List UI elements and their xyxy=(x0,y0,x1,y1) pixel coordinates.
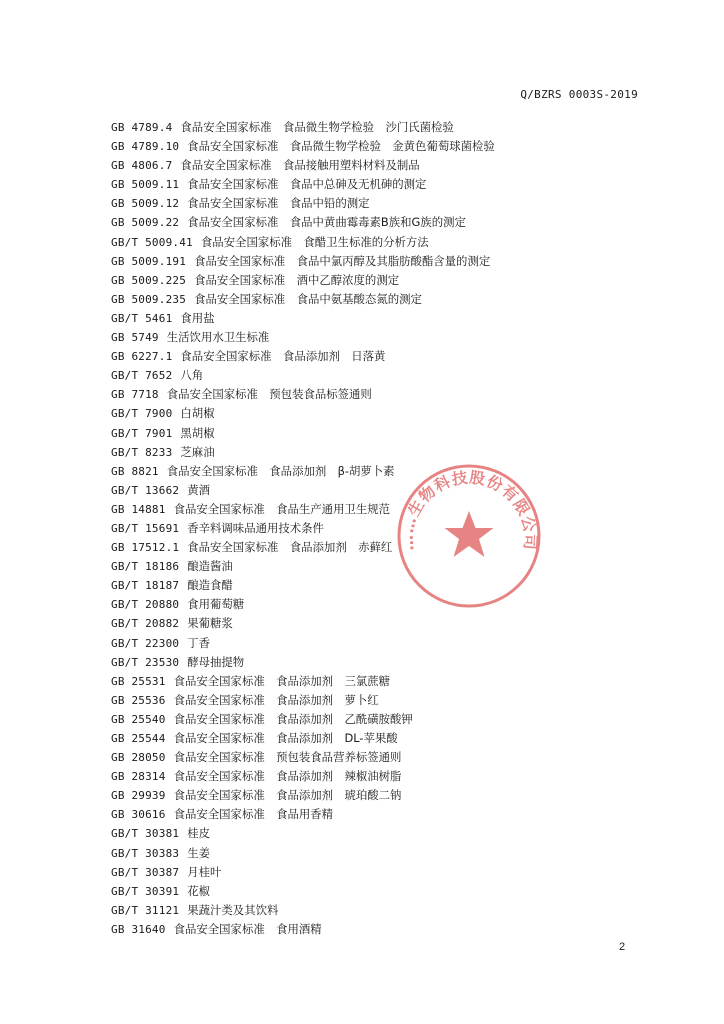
reference-item xyxy=(111,672,631,691)
standard-title: 月桂叶 xyxy=(187,864,222,879)
standard-code: GB 5749 xyxy=(111,331,159,345)
reference-item xyxy=(111,309,631,328)
standard-title: 食品安全国家标准 食品添加剂 三氯蔗糖 xyxy=(173,673,391,688)
standard-title: 香辛料调味品通用技术条件 xyxy=(187,520,324,535)
standard-code: GB 5009.12 xyxy=(111,197,180,211)
reference-item xyxy=(111,614,631,633)
reference-item xyxy=(111,137,631,156)
standard-code: GB/T 20880 xyxy=(111,598,180,612)
reference-item xyxy=(111,233,631,252)
reference-item xyxy=(111,805,631,824)
company-seal-stamp xyxy=(394,461,544,611)
standard-code: GB 5009.235 xyxy=(111,292,187,306)
standard-code: GB/T 30383 xyxy=(111,846,180,860)
standard-title: 食品安全国家标准 预包装食品营养标签通则 xyxy=(173,750,402,765)
reference-item xyxy=(111,347,631,366)
reference-item xyxy=(111,748,631,767)
reference-item xyxy=(111,118,631,137)
reference-item xyxy=(111,213,631,232)
standard-code: GB 14881 xyxy=(111,502,166,516)
reference-item xyxy=(111,882,631,901)
standard-title: 酿造食醋 xyxy=(187,578,233,593)
standard-title: 食品安全国家标准 食品用香精 xyxy=(173,807,334,822)
standard-code: GB/T 7901 xyxy=(111,426,173,440)
seal-star-icon xyxy=(445,511,494,557)
reference-item xyxy=(111,729,631,748)
standard-title: 生姜 xyxy=(187,845,211,860)
reference-item xyxy=(111,519,631,538)
reference-item xyxy=(111,691,631,710)
standard-code: GB 28314 xyxy=(111,770,166,784)
seal-company-text: ……生物科技股份有限公司 xyxy=(398,468,540,552)
standard-code: GB/T 30391 xyxy=(111,884,180,898)
reference-item xyxy=(111,500,631,519)
standard-title: 食品安全国家标准 食品中氯丙醇及其脂肪酸酯含量的测定 xyxy=(194,253,491,268)
standard-code: GB/T 8233 xyxy=(111,445,173,459)
standard-title: 果葡糖浆 xyxy=(187,616,233,631)
standard-title: 食品安全国家标准 食品微生物学检验 沙门氏菌检验 xyxy=(180,120,454,134)
standard-code: GB 30616 xyxy=(111,808,166,822)
reference-item xyxy=(111,767,631,786)
standard-title: 食品安全国家标准 食品中黄曲霉毒素B族和G族的测定 xyxy=(187,215,466,230)
standard-code: GB 5009.225 xyxy=(111,273,187,287)
standard-code: GB 4806.7 xyxy=(111,159,173,173)
standard-title: 食品安全国家标准 食品添加剂 DL-苹果酸 xyxy=(173,731,398,745)
reference-item xyxy=(111,175,631,194)
standard-code: GB 25540 xyxy=(111,712,166,726)
standard-code: GB 8821 xyxy=(111,464,159,478)
standard-code: GB 5009.191 xyxy=(111,254,187,268)
reference-item xyxy=(111,576,631,595)
reference-item xyxy=(111,156,631,175)
standard-title: 食品安全国家标准 食品添加剂 乙酰磺胺酸钾 xyxy=(173,711,413,726)
standard-code: GB 25544 xyxy=(111,732,166,745)
standard-title: 黄酒 xyxy=(187,482,211,497)
standard-title: 芝麻油 xyxy=(180,444,215,459)
standard-title: 丁香 xyxy=(187,635,211,650)
reference-item xyxy=(111,481,631,500)
standard-title: 食品安全国家标准 食品添加剂 β-胡萝卜素 xyxy=(166,463,395,478)
standard-title: 白胡椒 xyxy=(180,406,215,421)
standard-code: GB 4789.4 xyxy=(111,121,173,134)
reference-item xyxy=(111,385,631,404)
standard-code: GB/T 30387 xyxy=(111,865,180,879)
standard-title: 酿造酱油 xyxy=(187,559,233,574)
standard-title: 食品安全国家标准 食品生产通用卫生规范 xyxy=(173,501,391,516)
standard-title: 食品安全国家标准 预包装食品标签通则 xyxy=(166,387,372,402)
standard-code: GB/T 15691 xyxy=(111,521,180,535)
standard-code: GB/T 7900 xyxy=(111,407,173,421)
standard-code: GB/T 22300 xyxy=(111,636,180,650)
standard-code: GB 25531 xyxy=(111,674,166,688)
reference-item xyxy=(111,366,631,385)
standard-code: GB/T 18186 xyxy=(111,560,180,574)
standard-title: 食品安全国家标准 食品添加剂 萝卜红 xyxy=(173,692,379,707)
reference-item xyxy=(111,786,631,805)
standard-title: 食品安全国家标准 食品添加剂 日落黄 xyxy=(180,349,386,364)
standard-code: GB/T 18187 xyxy=(111,579,180,593)
reference-item xyxy=(111,863,631,882)
standard-code: GB 17512.1 xyxy=(111,541,180,555)
standard-code: GB/T 13662 xyxy=(111,483,180,497)
reference-item xyxy=(111,920,631,939)
reference-item xyxy=(111,901,631,920)
standard-code: GB 4789.10 xyxy=(111,140,180,154)
reference-item xyxy=(111,404,631,423)
standard-title: 食用葡萄糖 xyxy=(187,597,245,612)
standard-code: GB 5009.22 xyxy=(111,216,180,230)
reference-item xyxy=(111,271,631,290)
reference-item xyxy=(111,557,631,576)
standard-code: GB 6227.1 xyxy=(111,350,173,364)
standard-title: 果蔬汁类及其饮料 xyxy=(187,902,279,917)
standard-title: 食品安全国家标准 酒中乙醇浓度的测定 xyxy=(194,272,400,287)
standard-code: GB/T 7652 xyxy=(111,369,173,383)
standard-code: GB 31640 xyxy=(111,922,166,936)
standard-title: 食品安全国家标准 食品中铅的测定 xyxy=(187,196,370,211)
reference-item xyxy=(111,443,631,462)
reference-item xyxy=(111,538,631,557)
standard-code: GB 25536 xyxy=(111,693,166,707)
page-number: 2 xyxy=(619,941,626,953)
standard-title: 食品安全国家标准 食品添加剂 赤藓红 xyxy=(187,540,393,555)
reference-item xyxy=(111,252,631,271)
reference-item xyxy=(111,634,631,653)
standard-code: GB 29939 xyxy=(111,789,166,803)
reference-item xyxy=(111,328,631,347)
reference-item xyxy=(111,194,631,213)
standard-title: 食品安全国家标准 食品中氨基酸态氮的测定 xyxy=(194,291,422,306)
reference-item xyxy=(111,710,631,729)
standard-code: GB 7718 xyxy=(111,388,159,402)
reference-item xyxy=(111,424,631,443)
standard-code: GB/T 31121 xyxy=(111,903,180,917)
standard-title: 酵母抽提物 xyxy=(187,654,245,669)
standard-code: GB/T 20882 xyxy=(111,617,180,631)
standard-code: GB 5009.11 xyxy=(111,178,180,192)
reference-item xyxy=(111,462,631,481)
standard-title: 黑胡椒 xyxy=(180,425,215,440)
standard-title: 食用盐 xyxy=(180,310,215,325)
standard-code: GB 28050 xyxy=(111,751,166,765)
reference-item xyxy=(111,824,631,843)
reference-item xyxy=(111,844,631,863)
standard-title: 食品安全国家标准 食品添加剂 辣椒油树脂 xyxy=(173,769,402,784)
standard-title: 八角 xyxy=(180,368,204,383)
standard-title: 食品安全国家标准 食用酒精 xyxy=(173,921,322,936)
standard-title: 食品安全国家标准 食品接触用塑料材料及制品 xyxy=(180,158,420,173)
standard-code: GB/T 5009.41 xyxy=(111,235,193,249)
standard-title: 桂皮 xyxy=(187,826,211,841)
reference-item xyxy=(111,653,631,672)
standard-code: GB/T 23530 xyxy=(111,655,180,669)
reference-item xyxy=(111,290,631,309)
reference-item xyxy=(111,595,631,614)
standard-title: 食品安全国家标准 食品添加剂 琥珀酸二钠 xyxy=(173,788,402,803)
standard-title: 食品安全国家标准 食品微生物学检验 金黄色葡萄球菌检验 xyxy=(187,139,495,154)
standard-title: 花椒 xyxy=(187,883,211,898)
standard-title: 食品安全国家标准 食醋卫生标准的分析方法 xyxy=(200,234,429,249)
normative-references-list xyxy=(111,118,631,939)
standard-code: GB/T 30381 xyxy=(111,827,180,841)
document-code: Q/BZRS 0003S-2019 xyxy=(520,88,638,101)
standard-code: GB/T 5461 xyxy=(111,311,173,325)
standard-title: 食品安全国家标准 食品中总砷及无机砷的测定 xyxy=(187,177,427,192)
standard-title: 生活饮用水卫生标准 xyxy=(166,330,270,345)
